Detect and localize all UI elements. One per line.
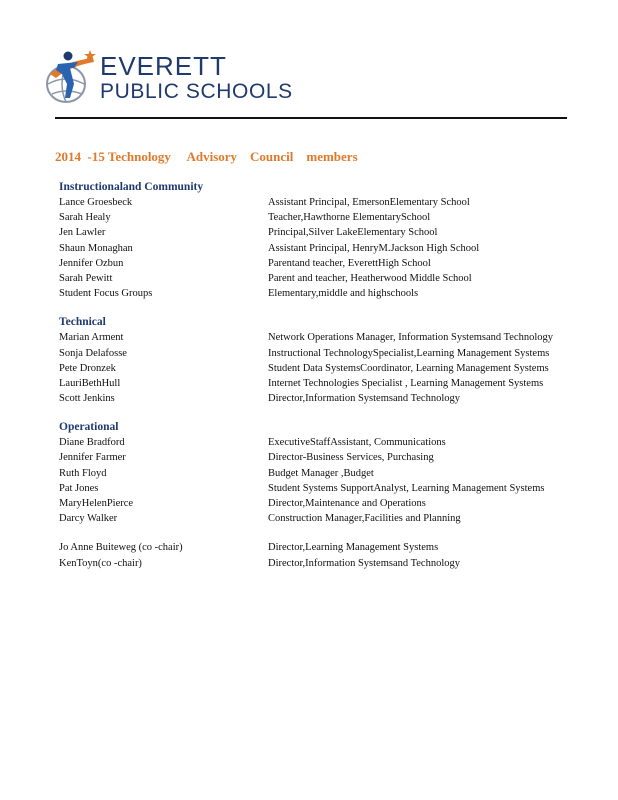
member-row: [59, 225, 589, 240]
section-heading: Technical: [59, 316, 106, 329]
member-name: Sonja Delafosse: [59, 347, 127, 359]
member-role: Director-Business Services, Purchasing: [268, 452, 434, 464]
member-name: LauriBethHull: [59, 377, 121, 389]
member-name: Ruth Floyd: [59, 467, 107, 479]
section-instructional-community: [59, 180, 589, 301]
runner-globe-icon: [44, 44, 104, 108]
member-row: [59, 540, 589, 555]
member-role: Director,Maintenance and Operations: [268, 498, 426, 509]
member-name: Jo Anne Buiteweg (co -chair): [59, 542, 183, 554]
page-title: 2014 -15 Technology Advisory Council members: [55, 149, 358, 164]
member-row: [59, 271, 589, 286]
member-role: Director,Learning Management Systems: [268, 542, 439, 554]
member-row: [59, 330, 589, 345]
member-role: Parent and teacher, Heatherwood Middle School: [268, 272, 472, 284]
member-name: Jennifer Farmer: [59, 452, 126, 464]
district-name: [100, 52, 293, 104]
member-row: [59, 286, 589, 301]
member-role: Parentand teacher, EverettHigh School: [268, 257, 431, 269]
member-role: Instructional TechnologySpecialist,Learning Management Systems: [268, 347, 550, 359]
section-co-chairs: [59, 540, 589, 570]
member-row: [59, 241, 589, 256]
member-row: [59, 481, 589, 496]
member-role: Director,Information Systemsand Technology: [268, 557, 460, 569]
member-role: Student Systems SupportAnalyst, Learning Management Systems: [268, 482, 545, 494]
member-name: Scott Jenkins: [59, 393, 115, 405]
member-name: Sarah Pewitt: [59, 272, 113, 284]
member-role: Assistant Principal, HenryM.Jackson High School: [268, 242, 480, 254]
member-row: [59, 511, 589, 526]
member-name: Lance Groesbeck: [59, 197, 133, 208]
member-name: Darcy Walker: [59, 513, 118, 525]
member-row: [59, 496, 589, 511]
member-role: Director,Information Systemsand Technology: [268, 393, 460, 405]
member-role: Teacher,Hawthorne ElementarySchool: [268, 212, 431, 224]
member-row: [59, 210, 589, 225]
member-row: [59, 195, 589, 210]
member-role: Network Operations Manager, Information Systemsand Technology: [268, 332, 554, 344]
member-name: Jen Lawler: [59, 227, 106, 239]
member-name: MaryHelenPierce: [59, 498, 134, 509]
member-name: Jennifer Ozbun: [59, 257, 124, 269]
section-operational: [59, 420, 589, 526]
member-row: [59, 391, 589, 406]
member-row: [59, 435, 589, 450]
member-role: Construction Manager,Facilities and Planning: [268, 513, 461, 525]
member-name: KenToyn(co -chair): [59, 557, 142, 569]
member-row: [59, 361, 589, 376]
section-technical: [59, 315, 589, 406]
member-row: [59, 556, 589, 571]
section-heading: Instructionaland Community: [59, 181, 204, 193]
logo-line-everett: EVERETT: [100, 51, 227, 81]
member-role: Budget Manager ,Budget: [268, 467, 374, 479]
member-row: [59, 256, 589, 271]
member-name: Sarah Healy: [59, 212, 111, 224]
member-role: Student Data SystemsCoordinator, Learning Management Systems: [268, 362, 549, 374]
member-row: [59, 450, 589, 465]
member-role: Principal,Silver LakeElementary School: [268, 227, 438, 239]
council-member-list: [59, 180, 589, 585]
logo-line-public-schools: PUBLIC SCHOOLS: [100, 80, 293, 103]
member-role: Internet Technologies Specialist , Learning Management Systems: [268, 377, 544, 389]
member-name: Shaun Monaghan: [59, 242, 133, 254]
member-role: Elementary,middle and highschools: [268, 288, 419, 300]
member-name: Student Focus Groups: [59, 288, 153, 300]
member-row: [59, 346, 589, 361]
member-role: Assistant Principal, EmersonElementary School: [268, 197, 470, 208]
member-name: Pat Jones: [59, 482, 99, 494]
section-heading: Operational: [59, 421, 119, 434]
member-name: Pete Dronzek: [59, 362, 116, 374]
member-role: ExecutiveStaffAssistant, Communications: [268, 437, 446, 449]
member-row: [59, 466, 589, 481]
member-row: [59, 376, 589, 391]
header-divider: [55, 117, 567, 119]
member-name: Marian Arment: [59, 332, 124, 344]
member-name: Diane Bradford: [59, 437, 125, 449]
district-logo: [44, 44, 304, 108]
